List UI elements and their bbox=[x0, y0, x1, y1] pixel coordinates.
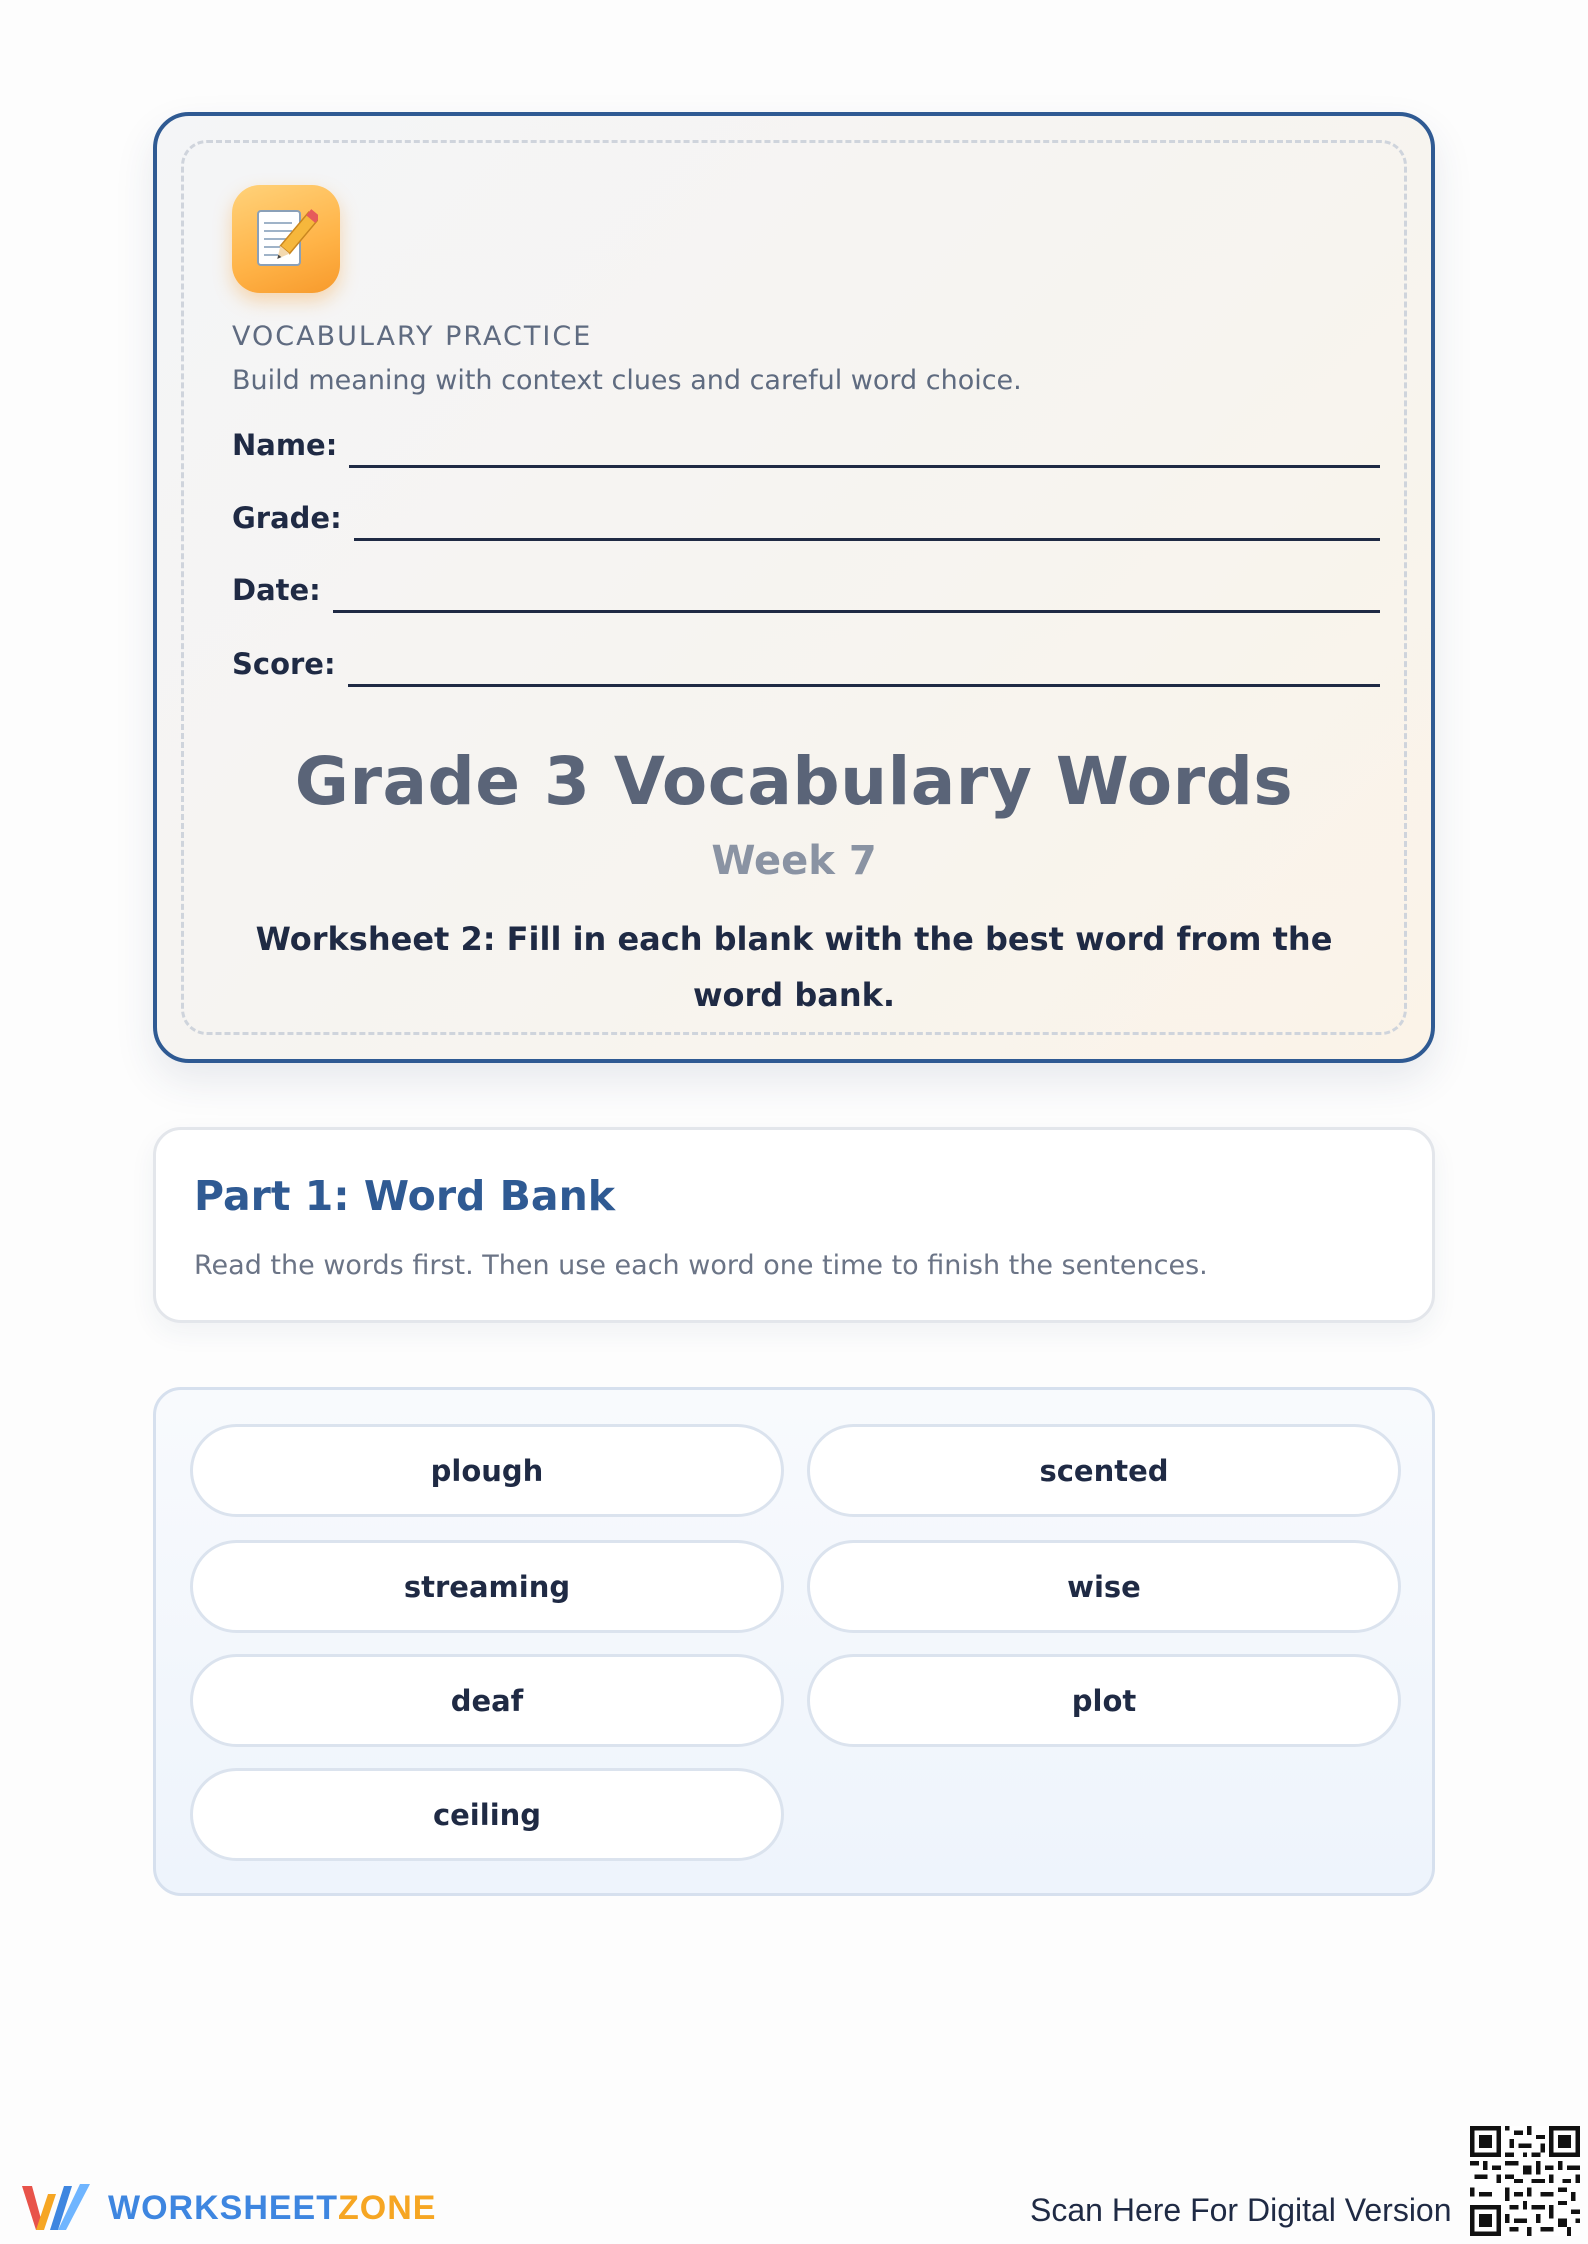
worksheet-header-card bbox=[153, 112, 1435, 1063]
worksheet-instructions: Worksheet 2: Fill in each blank with the best word from the word bank. bbox=[255, 920, 1333, 1014]
page-title: Grade 3 Vocabulary Words bbox=[294, 743, 1294, 820]
word-bank-item: ceiling bbox=[190, 1768, 784, 1861]
eyebrow-label: VOCABULARY PRACTICE bbox=[232, 321, 593, 352]
scan-instruction: Scan Here For Digital Version bbox=[1030, 2192, 1452, 2228]
word-bank-item: deaf bbox=[190, 1654, 784, 1747]
logo-w-icon bbox=[18, 2180, 94, 2236]
score-line[interactable] bbox=[348, 684, 1380, 687]
logo-text bbox=[108, 2189, 436, 2228]
grade-line[interactable] bbox=[354, 538, 1380, 541]
part1-title: Part 1: Word Bank bbox=[194, 1172, 616, 1220]
score-field[interactable] bbox=[232, 647, 1380, 687]
name-field[interactable] bbox=[232, 428, 1380, 468]
name-line[interactable] bbox=[349, 465, 1380, 468]
qr-code-icon[interactable] bbox=[1470, 2126, 1580, 2236]
logo-text-part1: WORKSHEET bbox=[108, 2188, 338, 2227]
name-label: Name: bbox=[232, 428, 338, 462]
logo-text-part2: ZONE bbox=[338, 2188, 437, 2227]
worksheetzone-logo[interactable] bbox=[18, 2180, 436, 2236]
word-bank bbox=[153, 1387, 1435, 1896]
date-line[interactable] bbox=[333, 610, 1380, 613]
week-label: Week 7 bbox=[711, 838, 877, 884]
date-label: Date: bbox=[232, 573, 321, 607]
word-bank-item: wise bbox=[807, 1540, 1401, 1633]
score-label: Score: bbox=[232, 647, 336, 681]
part1-description: Read the words first. Then use each word one time to finish the sentences. bbox=[194, 1250, 1208, 1281]
memo-pencil-icon bbox=[232, 185, 340, 293]
word-bank-item: plough bbox=[190, 1424, 784, 1517]
tagline: Build meaning with context clues and careful word choice. bbox=[232, 365, 1022, 396]
header-dashed-frame bbox=[181, 140, 1407, 1035]
word-bank-item: streaming bbox=[190, 1540, 784, 1633]
grade-label: Grade: bbox=[232, 501, 342, 535]
word-bank-item: plot bbox=[807, 1654, 1401, 1747]
grade-field[interactable] bbox=[232, 501, 1380, 541]
date-field[interactable] bbox=[232, 573, 1380, 613]
word-bank-item: scented bbox=[807, 1424, 1401, 1517]
part1-card bbox=[153, 1127, 1435, 1323]
